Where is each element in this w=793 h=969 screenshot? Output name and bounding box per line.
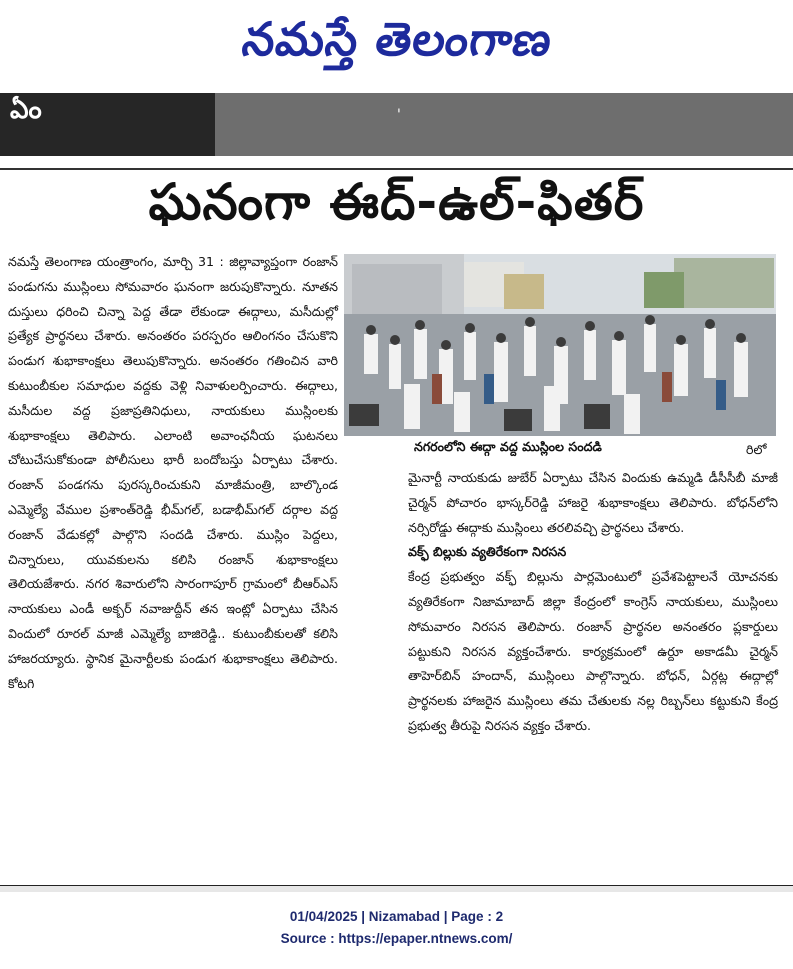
- newspaper-logo: నమస్తే తెలంగాణ: [238, 12, 556, 66]
- article-body: [8, 250, 793, 880]
- section-band-mark: ': [397, 107, 401, 123]
- source-link[interactable]: Source : https://epaper.ntnews.com/: [280, 931, 513, 946]
- right-column-para-1: మైనార్టీ నాయకుడు జుబేర్ ఏర్పాటు చేసిన విందుకు ఉమ్మడి డీసీసీబీ మాజీ చైర్మన్ పోచారం భాస్కర్‌రెడ్డి హాజరై శుభాకాంక్షలు తెలిపారు. బోధన్‌లోని నర్సిరోడ్డు ఈద్గాకు ముస్లింలు తరలివచ్చి ప్రార్థనలు చేశారు.: [408, 470, 778, 535]
- section-band-left: [0, 93, 215, 156]
- caption-tail-text: రిలో: [746, 442, 767, 457]
- masthead: [0, 0, 793, 90]
- photo-caption: నగరంలోని ఈద్గా వద్ద ముస్లింల సందడి: [414, 439, 602, 454]
- section-band-right: [215, 93, 793, 156]
- left-column-text: నమస్తే తెలంగాణ యంత్రాంగం, మార్చి 31 : జిల్లావ్యాప్తంగా రంజాన్ పండుగను ముస్లింలు సోమవారం ఘనంగా జరుపుకొన్నారు. నూతన దుస్తులు ధరించి చిన్నా పెద్ద తేడా లేకుండా ఈద్గాలు, మసీదుల్లో ప్రత్యేక ప్రార్థనలు చేశారు. అనంతరం పరస్పరం ఆలింగనం చేసుకొని పండుగ శుభాకాంక్షలు తెలుపుకొన్నారు. అనంతరం గతించిన వారి కుటుంబీకుల సమాధుల వద్దకు వెళ్లి నివాళులర్పించారు. ఈద్గాలు, మసీదుల వద్ద ప్రజాప్రతినిధులు, నాయకులు ముస్లింలకు శుభాకాంక్షలు తెలిపారు. ఎలాంటి అవాంఛనీయ ఘటనలు చోటుచేసుకోకుండా పోలీసులు భారీ బందోబస్తు ఏర్పాటు చేశారు. రంజాన్ పండగను పురస్కరించుకుని మాజీమంత్రి, బాల్కొండ ఎమ్మెల్యే వేముల ప్రశాంత్‌రెడ్డి భీమ్‌గల్, బడాభీమ్‌గల్ దర్గాల వద్ద రంజాన్ వేడుకల్లో పాల్గొని సందడి చేశారు. ముస్లిం పెద్దలు, చిన్నారులు, యువకులను కలిసి రంజాన్ శుభాకాంక్షలు తెలియజేశారు. నగర శివారులోని సారంగాపూర్ గ్రామంలో బీఆర్ఎస్ నాయకులు ఎండీ అక్బర్ నవాజుద్దీన్ తన ఇంట్లో ఏర్పాటు చేసిన విందులో రూరల్ మాజీ ఎమ్మెల్యే బాజిరెడ్డి.. కుటుంబీకులతో కలిసి హాజరయ్యారు. స్థానిక మైనార్టీలకు పండుగ శుభాకాంక్షలు తెలిపారు. కోటగి: [8, 254, 338, 691]
- crowd-photo-image: [344, 254, 776, 436]
- footer-strip: [0, 886, 793, 892]
- right-column-para-2: కేంద్ర ప్రభుత్వం వక్ఫ్ బిల్లును పార్లమెంటులో ప్రవేశపెట్టాలనే యోచనకు వ్యతిరేకంగా నిజామాబాద్ జిల్లా కేంద్రంలో కాంగ్రెస్ నాయకులు, ముస్లింలు సోమవారం నిరసన తెలిపారు. రంజాన్ ప్రార్థనల అనంతరం ప్లకార్డులు పట్టుకుని నిరసన వ్యక్తంచేశారు. కార్యక్రమంలో ఉర్దూ అకాడమీ చైర్మన్ తాహెర్‌బిన్ హందాన్, ముస్లింలు పాల్గొన్నారు. బోధన్, ఏర్గట్ల ఈద్గాల్లో ప్రార్థనలకు హాజరైన ముస్లింలు తమ చేతులకు నల్ల రిబ్బన్‌లు కట్టుకుని కేంద్ర ప్రభుత్వ తీరుపై నిరసన వ్యక్తం చేశారు.: [408, 569, 778, 733]
- headline: [0, 170, 793, 246]
- subheading: వక్ఫ్ బిల్లుకు వ్యతిరేకంగా నిరసన: [408, 544, 567, 560]
- right-column: [408, 466, 778, 739]
- section-band-text: ఏం: [10, 95, 45, 125]
- left-column: [8, 250, 338, 866]
- edition-info: 01/04/2025 | Nizamabad | Page : 2: [289, 909, 504, 924]
- crowd-photo: [344, 254, 776, 436]
- footer: [0, 906, 793, 950]
- headline-text: ఘనంగా ఈద్-ఉల్-ఫితర్: [148, 172, 645, 231]
